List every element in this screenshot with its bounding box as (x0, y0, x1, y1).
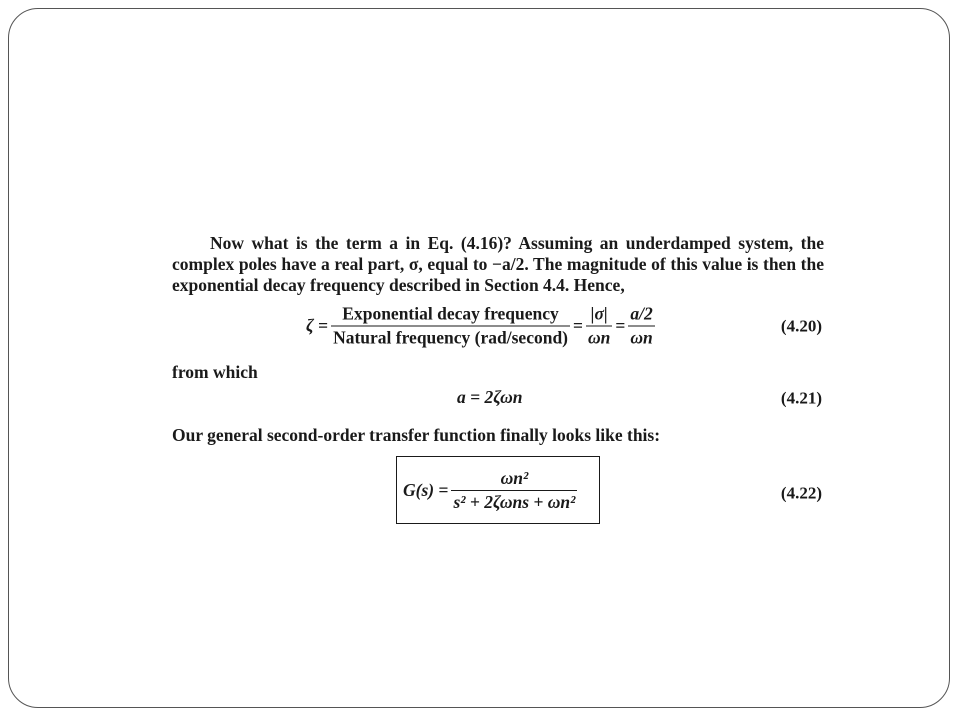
transfer-function-box: G(s) = $\frac{\text{ωn²}}{\text{s² + 2ζωns + ωn²}}$ (396, 456, 600, 524)
equation-number-4-21: (4.21) (780, 388, 822, 408)
equation-number-4-22: (4.22) (780, 483, 822, 503)
equation-4-22 (172, 456, 824, 530)
intro-paragraph: Now what is the term a in Eq. (4.16)? Assuming an underdamped system, the complex poles have a real part, σ, equal to −a/2. The magnitude of this value is then the exponential decay frequency described in Section 4.4. Hence, (172, 233, 824, 295)
transfer-function-fraction (451, 468, 577, 513)
transfer-function-denominator: s² + 2ζωns + ωn² (453, 491, 576, 512)
textbook-excerpt (172, 233, 824, 530)
equation-4-20: ζ = $\frac{\text{Exponential decay frequency}}{\text{Natural frequency (rad/second)}}$ = $\frac{|\sigma|}{\omega n}$ = $\frac{a/2}{\omega n}$ (4.20) (306, 303, 822, 348)
transfer-function-numerator: ωn² (500, 467, 529, 488)
a-half-numerator: a/2 (630, 303, 653, 324)
sigma-numerator: |σ| (590, 303, 608, 324)
equation-4-21-body: a = 2ζωn (457, 387, 523, 407)
omega-denominator-2: ωn (630, 327, 653, 348)
equation-4-21 (172, 387, 824, 409)
from-which-text: from which (172, 362, 258, 382)
fraction-numerator: Exponential decay frequency (342, 303, 559, 324)
conclusion-paragraph: Our general second-order transfer function finally looks like this: (172, 425, 661, 445)
transfer-function-lhs: G(s) (403, 479, 435, 500)
sigma-fraction (586, 304, 612, 349)
omega-denominator: ωn (588, 327, 611, 348)
zeta-symbol: ζ (306, 315, 314, 336)
fraction-denominator: Natural frequency (rad/second) (333, 327, 569, 348)
equation-number-4-20: (4.20) (780, 316, 822, 336)
damping-ratio-fraction (331, 304, 570, 349)
a-half-fraction (628, 304, 654, 349)
